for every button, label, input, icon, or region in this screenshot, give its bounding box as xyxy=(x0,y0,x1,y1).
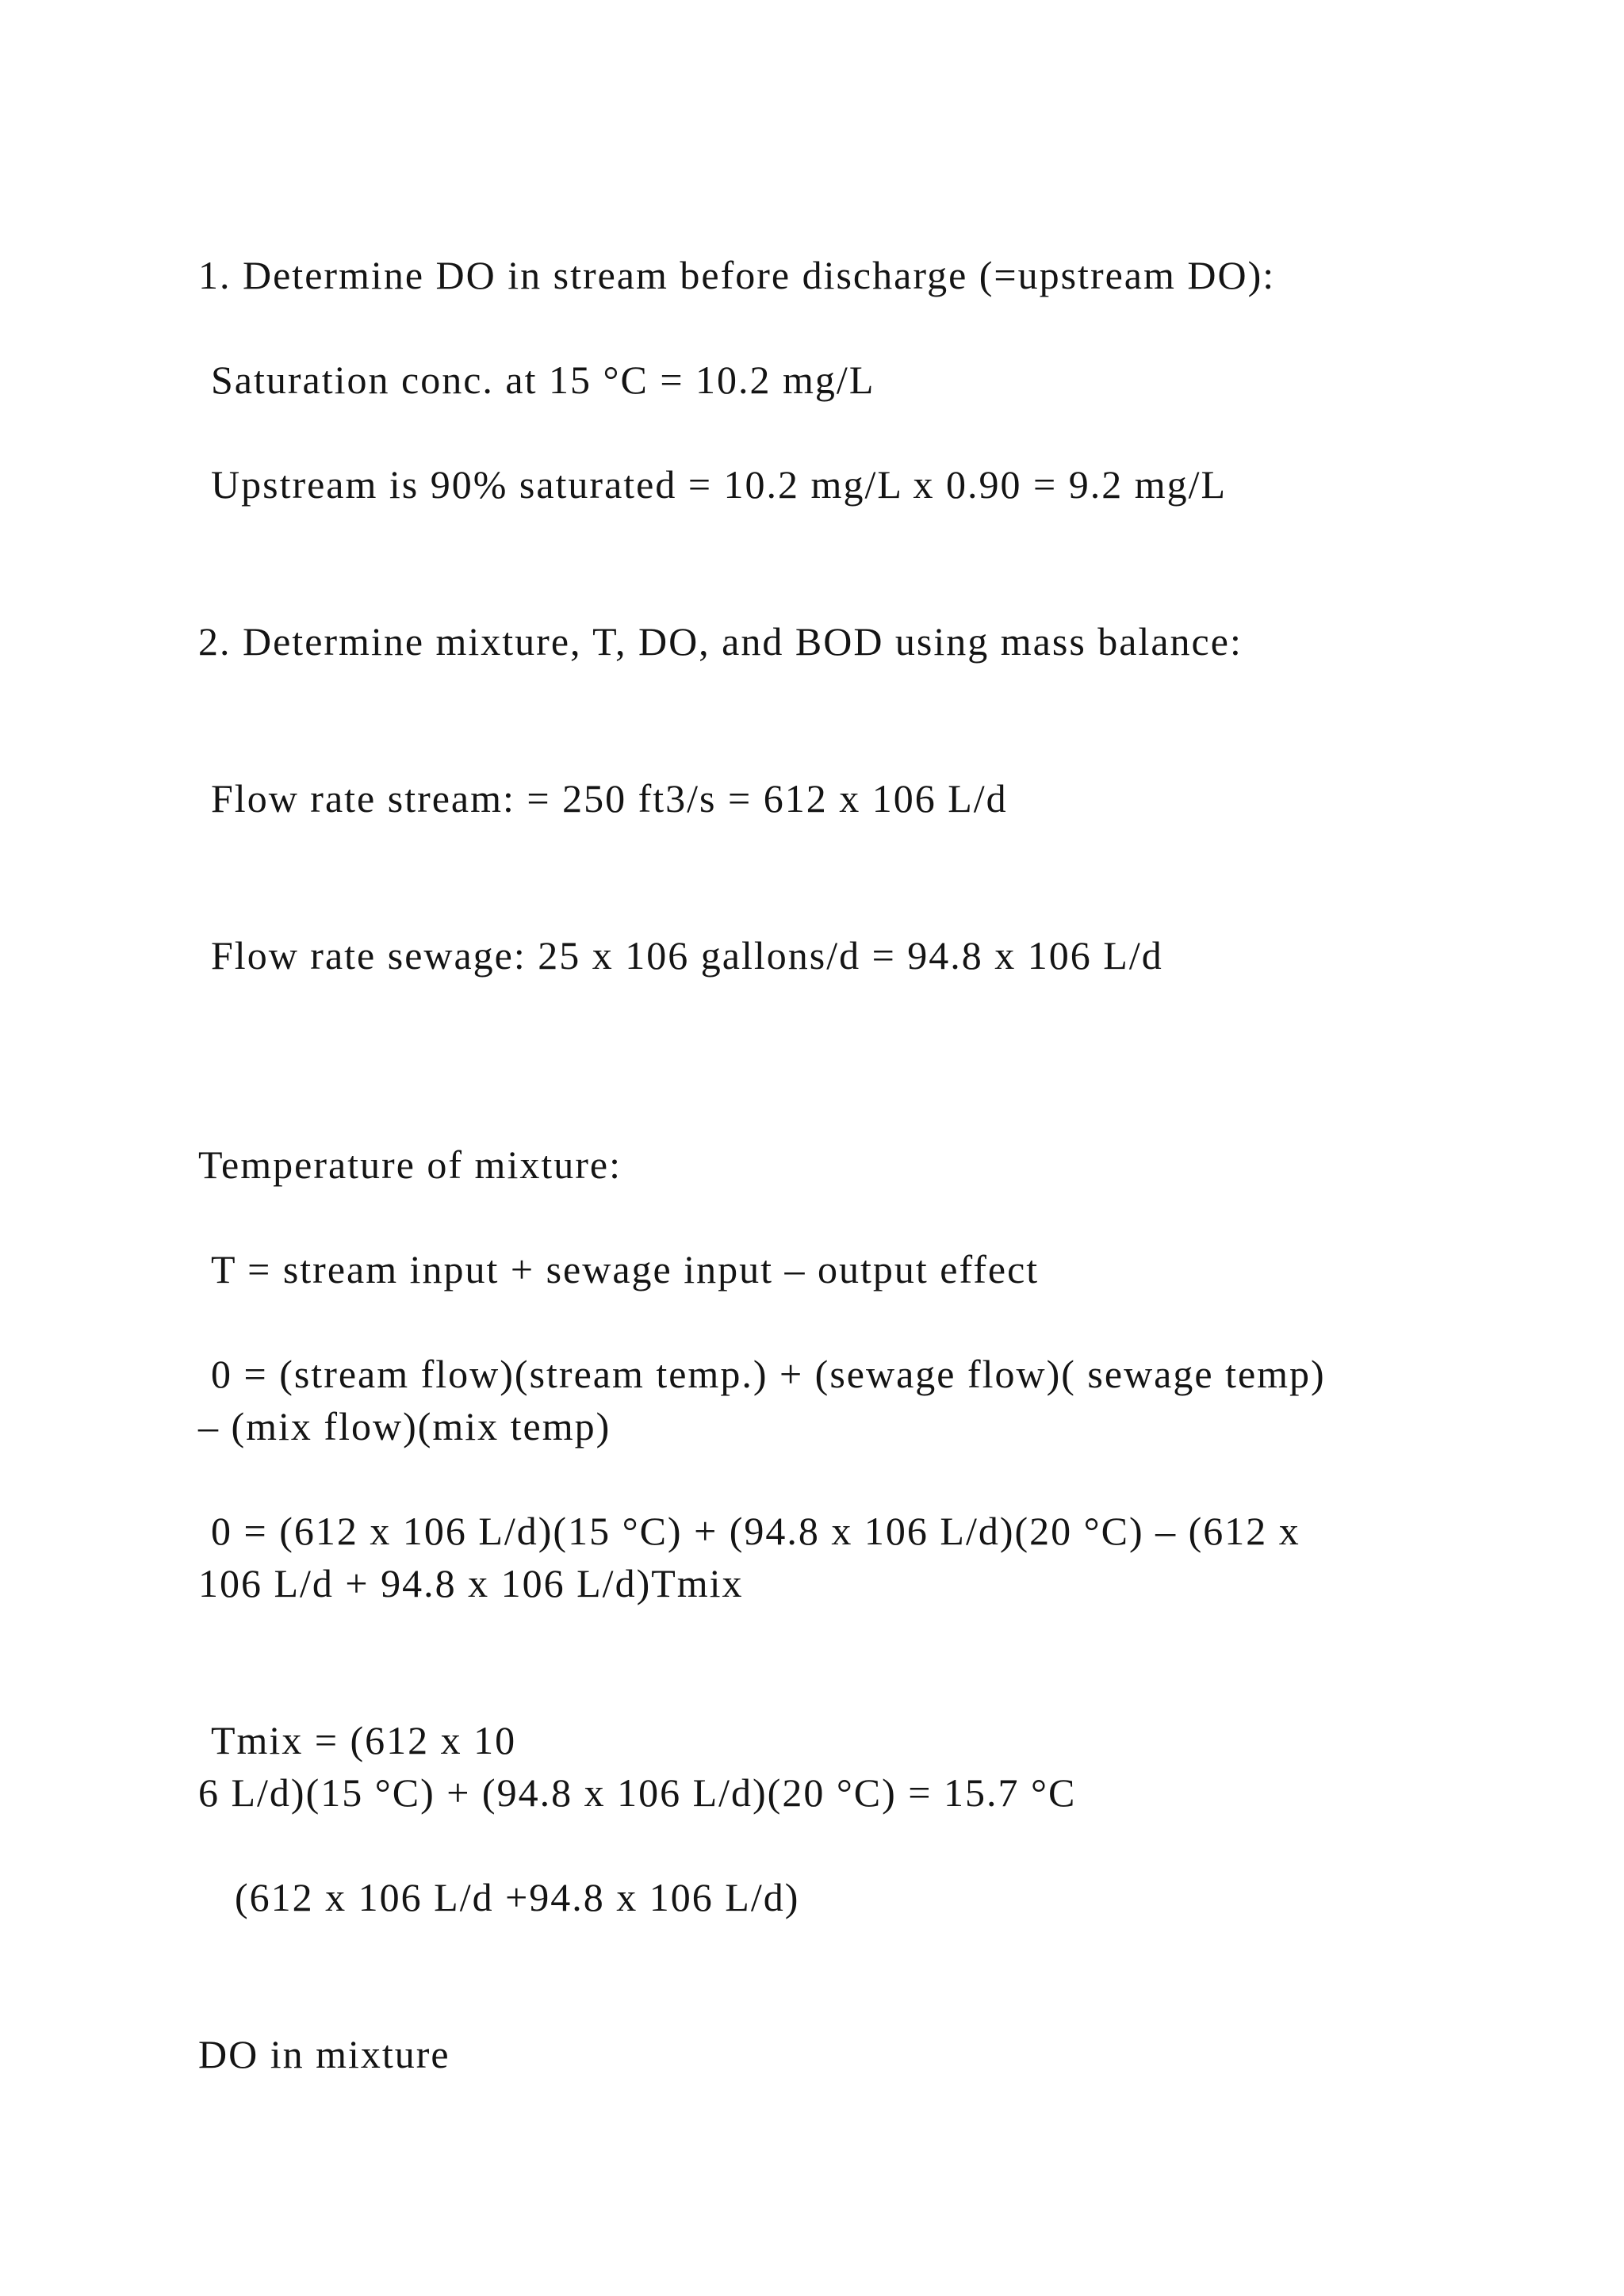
delta-t-line xyxy=(211,1243,1039,1295)
saturation-line: Saturation conc. at 15 °C = 10.2 mg/L xyxy=(211,358,875,402)
step2-heading: 2. Determine mixture, T, DO, and BOD using mass balance: xyxy=(198,619,1243,664)
balance-line-1: 0 = (stream flow)(stream temp.) + (sewage flow)( sewage temp) xyxy=(211,1352,1326,1396)
step1-heading: 1. Determine DO in stream before discharge (=upstream DO): xyxy=(198,253,1276,297)
tmix-line-1: Tmix = (612 x 10 xyxy=(211,1718,517,1762)
balance-line-2: – (mix flow)(mix temp) xyxy=(198,1404,611,1448)
tmix-denominator: (612 x 106 L/d +94.8 x 106 L/d) xyxy=(235,1875,800,1919)
tmix-line-2: 6 L/d)(15 °C) + (94.8 x 106 L/d)(20 °C) = 15.7 °C xyxy=(198,1770,1077,1815)
do-mixture-heading: DO in mixture xyxy=(198,2032,450,2076)
temperature-heading: Temperature of mixture: xyxy=(198,1142,622,1187)
delta-t-text: T = stream input + sewage input – output effect xyxy=(211,1247,1040,1292)
numeric-balance-line-1: 0 = (612 x 106 L/d)(15 °C) + (94.8 x 106 L/d)(20 °C) – (612 x xyxy=(211,1509,1300,1553)
numeric-balance-line-2: 106 L/d + 94.8 x 106 L/d)Tmix xyxy=(198,1561,744,1605)
flow-sewage-line: Flow rate sewage: 25 x 106 gallons/d = 94.8 x 106 L/d xyxy=(211,933,1163,978)
upstream-line: Upstream is 90% saturated = 10.2 mg/L x 0.90 = 9.2 mg/L xyxy=(211,462,1228,507)
flow-stream-line: Flow rate stream: = 250 ft3/s = 612 x 106 L/d xyxy=(211,776,1008,821)
